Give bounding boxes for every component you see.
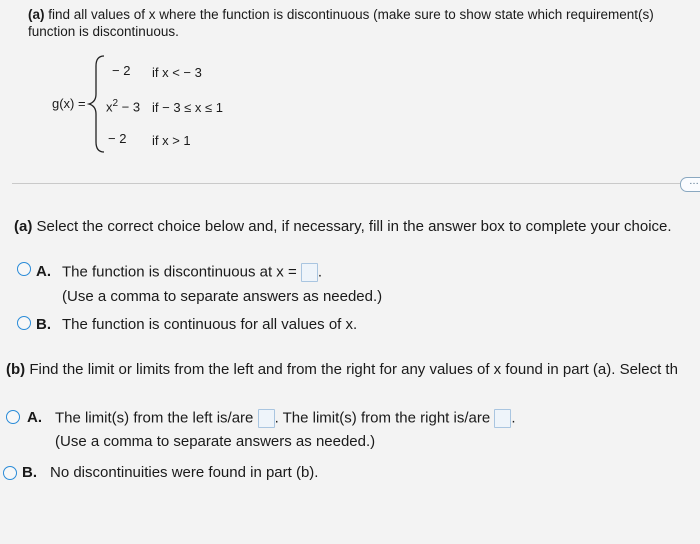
part-a-option-b-text: The function is continuous for all values of x.	[62, 316, 358, 333]
part-a-option-a-text: The function is discontinuous at x = .	[62, 263, 323, 281]
function-name: g(x) =	[52, 96, 86, 111]
problem-statement-line-1	[28, 7, 654, 22]
part-b-option-a-text: The limit(s) from the left is/are . The limit(s) from the right is/are .	[55, 409, 516, 427]
option-letter: A.	[36, 263, 51, 280]
section-divider	[12, 183, 690, 184]
part-a-label: (a)	[14, 218, 33, 235]
part-a-option-a	[36, 263, 51, 281]
problem-text: find all values of x where the function is discontinuous (make sure to show state which requirement(s)	[44, 7, 654, 22]
part-a-prompt: (a) Select the correct choice below and, if necessary, fill in the answer box to complete your choice.	[14, 218, 672, 235]
right-limit-answer-box[interactable]	[494, 409, 511, 428]
case-2-condition: if − 3 ≤ x ≤ 1	[152, 100, 223, 115]
part-b-label: (b)	[6, 361, 26, 378]
ellipsis-icon: …	[689, 176, 700, 187]
part-b-option-b: B.	[22, 464, 37, 481]
part-b-option-b-radio[interactable]	[3, 466, 17, 480]
problem-statement-line-2: function is discontinuous.	[28, 24, 179, 39]
case-3-condition: if x > 1	[152, 133, 191, 148]
part-b-option-a-radio[interactable]	[6, 410, 20, 424]
case-1-value: − 2	[112, 63, 131, 78]
part-a-option-b: B.	[36, 316, 51, 333]
part-a-option-a-note: (Use a comma to separate answers as needed.)	[62, 288, 383, 305]
problem-label: (a)	[28, 7, 45, 22]
part-b-option-b-text: No discontinuities were found in part (b).	[50, 464, 319, 481]
part-a-option-a-radio[interactable]	[17, 262, 31, 276]
part-b-option-a-note: (Use a comma to separate answers as needed.)	[55, 433, 376, 450]
part-a-option-b-radio[interactable]	[17, 316, 31, 330]
part-b-option-a: A.	[27, 409, 42, 426]
discontinuity-x-answer-box[interactable]	[301, 263, 318, 282]
left-brace-icon	[86, 54, 108, 154]
case-3-value: − 2	[108, 131, 127, 146]
part-b-prompt: (b) Find the limit or limits from the left and from the right for any values of x found in part (a). Select th	[6, 361, 678, 378]
case-2-value: $x^2 - 3$	[106, 98, 141, 115]
case-1-condition: if x < − 3	[152, 65, 202, 80]
left-limit-answer-box[interactable]	[258, 409, 275, 428]
